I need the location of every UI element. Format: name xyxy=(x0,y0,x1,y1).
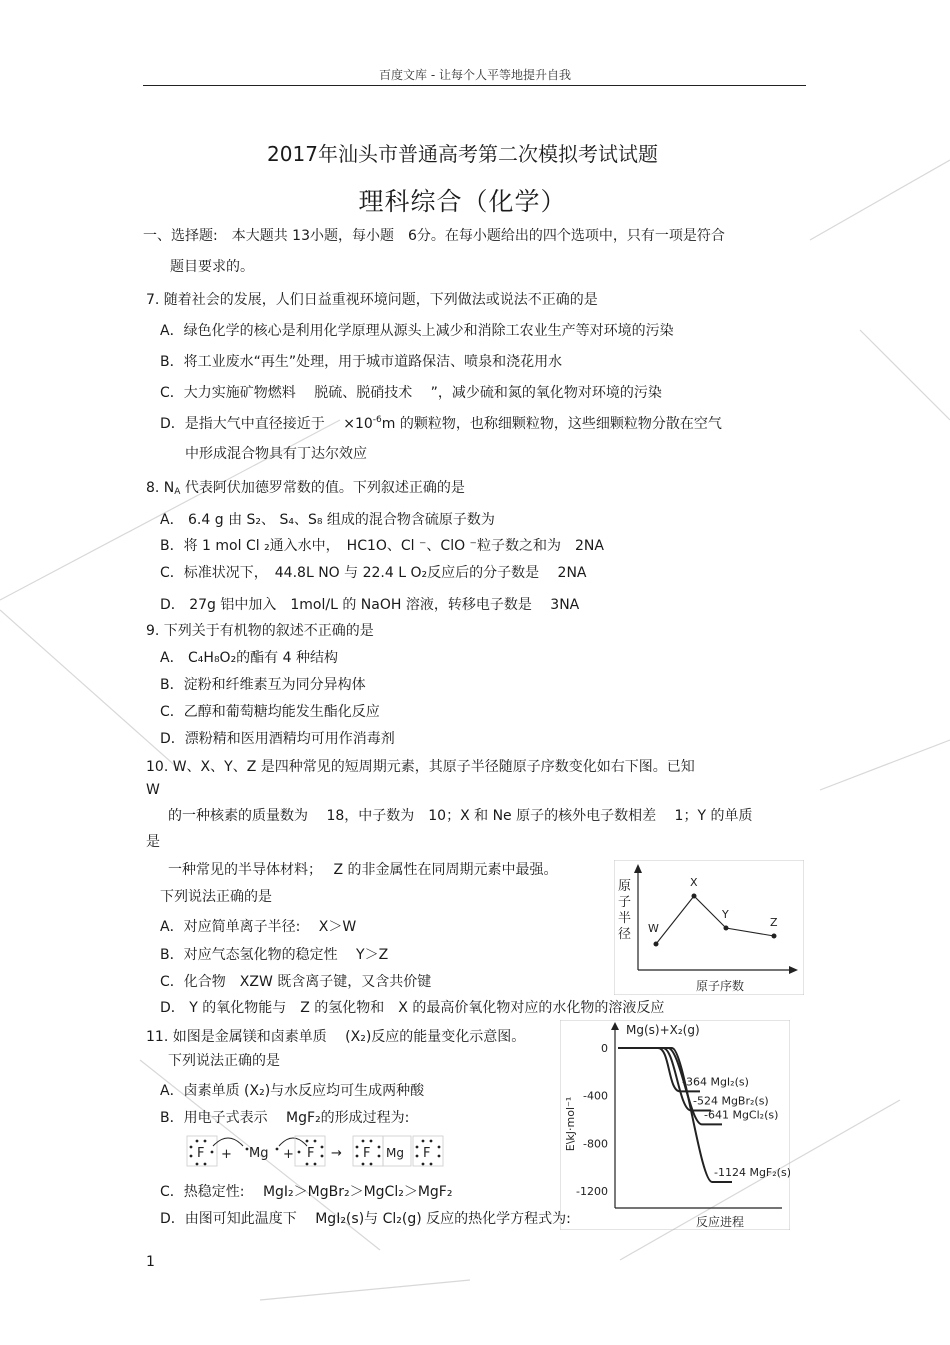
lewis-product-f-left: F xyxy=(363,1146,371,1161)
chart11-xlabel: 反应进程 xyxy=(695,1215,745,1229)
chart10-point-label: Y xyxy=(722,908,729,921)
mgf2-formation-diagram xyxy=(183,1132,448,1176)
question-9-stem: 9. 下列关于有机物的叙述不正确的是 xyxy=(146,623,374,639)
question-9-option-a: A． C₄H₈O₂的酯有 4 种结构 xyxy=(160,650,338,666)
chart10-point-label: Z xyxy=(770,916,778,929)
exam-title: 2017年汕头市普通高考第二次模拟考试试题 xyxy=(267,142,658,166)
question-7-option-d-cont: 中形成混合物具有丁达尔效应 xyxy=(185,446,367,462)
question-7-stem: 7. 随着社会的发展，人们日益重视环境问题，下列做法或说法不正确的是 xyxy=(146,292,598,308)
question-11-stem: 11. 如图是金属镁和卤素单质 (X₂)反应的能量变化示意图。 xyxy=(146,1029,526,1045)
chart10-point-w xyxy=(654,942,659,947)
chart11-top-label: Mg(s)+X₂(g) xyxy=(626,1023,700,1037)
section-instructions: 一、选择题: 本大题共 13小题，每小题 6分。在每小题给出的四个选项中，只有一项是符合 xyxy=(143,228,725,244)
question-10-option-d: D． Y 的氧化物能与 Z 的氢化物和 X 的最高价氧化物对应的水化物的溶液反应 xyxy=(160,1000,665,1016)
chart11-ytick: 0 xyxy=(601,1042,608,1055)
question-8-option-b: B．将 1 mol Cl ₂通入水中， HC1O、Cl ⁻、ClO ⁻粒子数之和为 2NA xyxy=(160,538,604,554)
chart11-series-label: -641 MgCl₂(s) xyxy=(704,1108,779,1122)
question-7-option-d: D．是指大气中直径接近于 $\times 10^{-6}m$ 的颗粒物，也称细颗粒物，这些细颗粒物分散在空气 xyxy=(160,415,722,432)
question-8-option-c: C．标准状况下， 44.8L NO 与 22.4 L O₂反应后的分子数是 2NA xyxy=(160,565,587,581)
chart10-ylabel-char: 原 xyxy=(618,879,632,894)
chart10-ylabel-char: 径 xyxy=(618,927,632,942)
chart10-point-x xyxy=(692,894,697,899)
chart11-series-label: -1124 MgF₂(s) xyxy=(714,1165,790,1179)
chart10-xlabel: 原子序数 xyxy=(695,979,745,993)
question-9-option-d: D．漂粉精和医用酒精均可用作消毒剂 xyxy=(160,731,395,747)
chart10-line xyxy=(656,896,774,944)
chart11-series-label: -364 MgI₂(s) xyxy=(682,1075,749,1089)
question-10-option-a: A．对应简单离子半径: X＞W xyxy=(160,919,357,935)
chart10-ylabel xyxy=(618,879,631,942)
atomic-radius-chart xyxy=(614,860,804,999)
question-11-option-b: B．用电子式表示 MgF₂的形成过程为: xyxy=(160,1110,410,1126)
question-10-stem-2: 的一种核素的质量数为 18，中子数为 10；X 和 Ne 原子的核外电子数相差 1；Y 的单质 xyxy=(168,808,753,824)
chart10-point-y xyxy=(724,926,729,931)
lewis-product-f-right: F xyxy=(423,1146,431,1161)
chart11-ylabel: E\kJ·mol⁻¹ xyxy=(564,1096,577,1152)
question-7-option-c: C．大力实施矿物燃料 脱硫、脱硝技术 ”，减少硫和氮的氧化物对环境的污染 xyxy=(160,385,662,401)
question-11-option-c: C．热稳定性: MgI₂＞MgBr₂＞MgCl₂＞MgF₂ xyxy=(160,1184,453,1200)
lewis-f-left: F xyxy=(197,1146,205,1161)
lewis-mg: Mg xyxy=(249,1146,269,1161)
chart10-point-label: X xyxy=(690,876,698,889)
question-11-option-a: A．卤素单质 (X₂)与水反应均可生成两种酸 xyxy=(160,1083,425,1099)
chart10-point-label: W xyxy=(648,922,659,935)
question-8-option-d: D． 27g 铝中加入 1mol/L 的 NaOH 溶液，转移电子数是 3NA xyxy=(160,597,580,613)
chart10-point-z xyxy=(772,934,777,939)
section-instructions-cont: 题目要求的。 xyxy=(170,259,254,275)
question-11-option-d: D．由图可知此温度下 MgI₂(s)与 Cl₂(g) 反应的热化学方程式为: xyxy=(160,1211,571,1227)
chart10-ylabel-char: 半 xyxy=(618,911,632,926)
question-7-option-a: A．绿色化学的核心是利用化学原理从源头上减少和消除工农业生产等对环境的污染 xyxy=(160,323,674,339)
energy-diagram-chart xyxy=(560,1020,790,1234)
lewis-product-mg: Mg xyxy=(386,1146,404,1160)
question-10-stem-1b: W xyxy=(146,782,160,798)
question-10-option-c: C．化合物 XZW 既含离子键，又含共价键 xyxy=(160,974,432,990)
question-10-stem-1: 10. W、X、Y、Z 是四种常见的短周期元素，其原子半径随原子序数变化如右下图。已知 xyxy=(146,759,695,775)
question-10-stem-4: 下列说法正确的是 xyxy=(160,889,272,905)
chart11-ytick: -1200 xyxy=(576,1185,608,1198)
chart11-ytick: -400 xyxy=(583,1089,608,1103)
question-9-option-b: B．淀粉和纤维素互为同分异构体 xyxy=(160,677,366,693)
exam-subject: 理科综合（化学） xyxy=(358,187,567,216)
lewis-f-right: F xyxy=(307,1146,315,1161)
lewis-arrow: → xyxy=(331,1146,342,1161)
question-7-option-b: B．将工业废水“再生”处理，用于城市道路保洁、喷泉和浇花用水 xyxy=(160,354,563,370)
page-number: 1 xyxy=(146,1254,155,1270)
chart11-ytick: -800 xyxy=(583,1137,608,1151)
question-9-option-c: C．乙醇和葡萄糖均能发生酯化反应 xyxy=(160,704,380,720)
question-11-stem-2: 下列说法正确的是 xyxy=(168,1053,280,1069)
question-8-option-a: A． 6.4 g 由 S₂、 S₄、S₈ 组成的混合物含硫原子数为 xyxy=(160,512,495,528)
question-10-stem-2b: 是 xyxy=(146,834,160,850)
chart10-ylabel-char: 子 xyxy=(618,895,632,910)
header-divider xyxy=(143,85,806,86)
lewis-plus-2: + xyxy=(283,1147,294,1162)
lewis-plus-1: + xyxy=(221,1147,232,1162)
question-10-option-b: B．对应气态氢化物的稳定性 Y＞Z xyxy=(160,947,389,963)
chart11-series-label: -524 MgBr₂(s) xyxy=(693,1094,769,1108)
question-10-stem-3: 一种常见的半导体材料； Z 的非金属性在同周期元素中最强。 xyxy=(168,862,558,878)
question-8-stem: 8. $N_A$ 代表阿伏加德罗常数的值。下列叙述正确的是 xyxy=(146,480,465,497)
header-text: 百度文库 - 让每个人平等地提升自我 xyxy=(379,68,571,82)
